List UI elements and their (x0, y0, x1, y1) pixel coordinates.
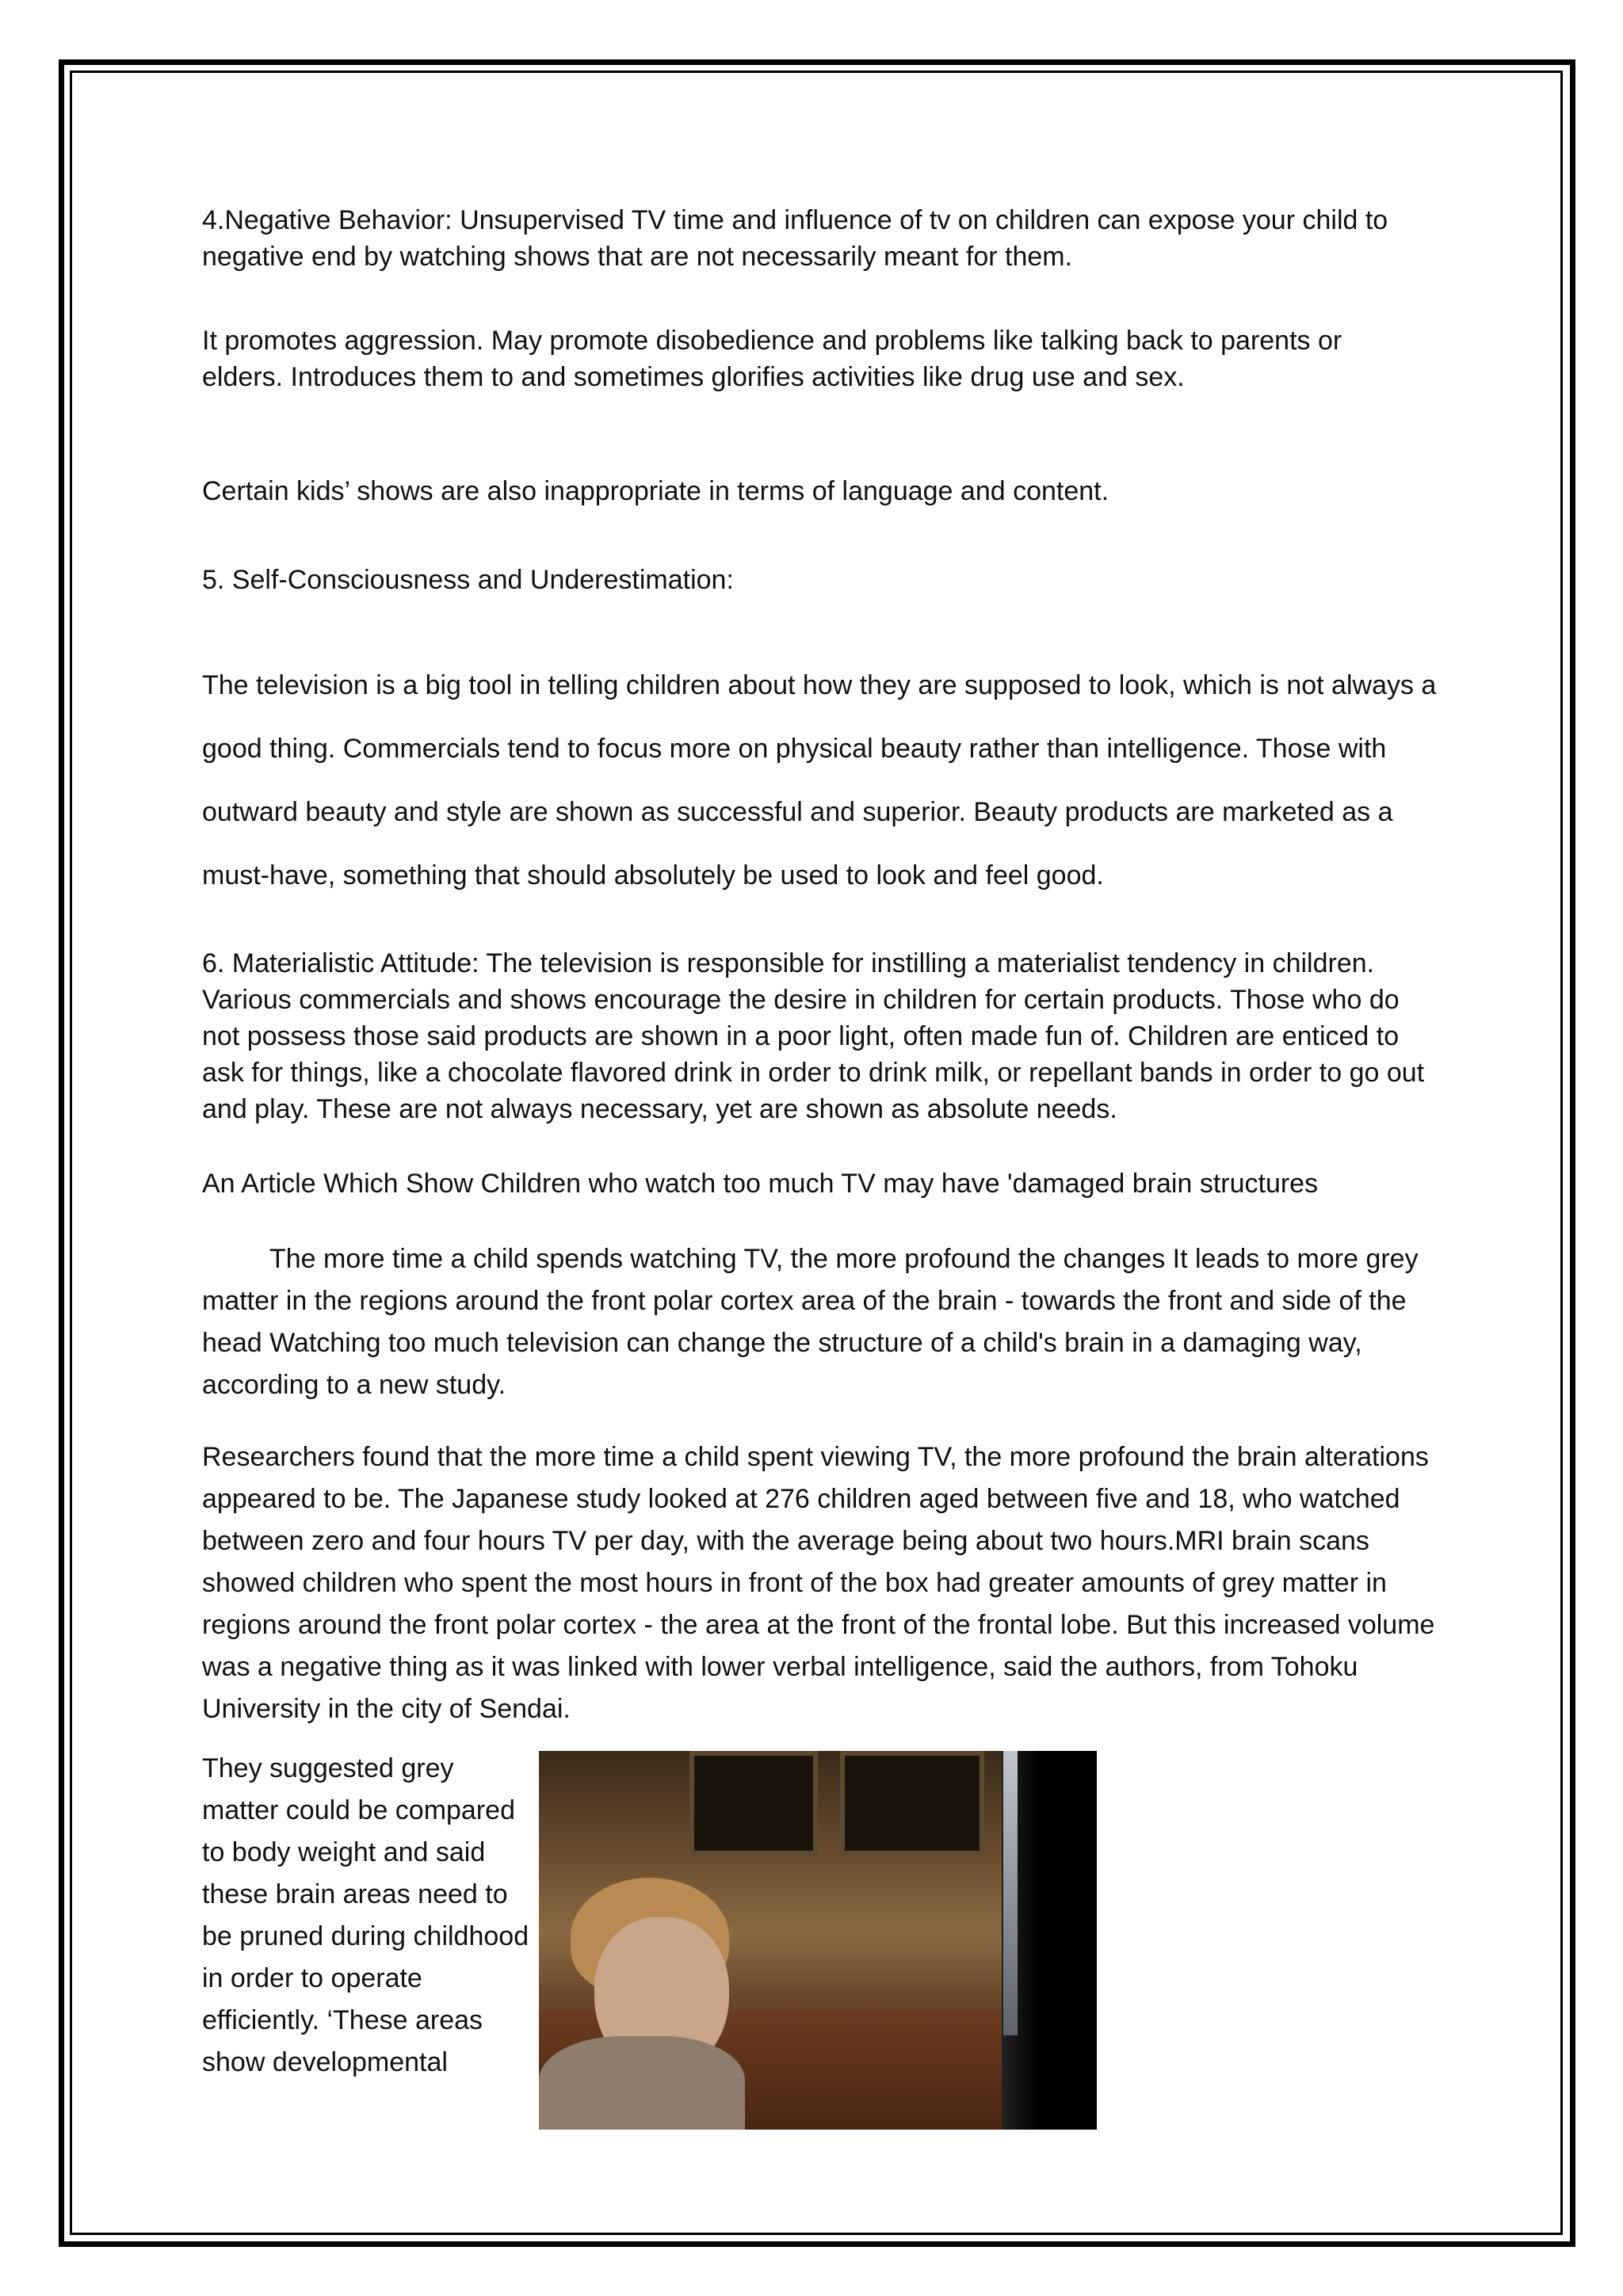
aggression-paragraph (202, 322, 1438, 395)
photo-window-left (689, 1751, 818, 1855)
beauty-paragraph: The television is a big tool in telling children about how they are supposed to look, which is not always a good thing. Commercials tend to focus more on physical beauty rather than intelligence. Those with outward beauty and style are shown as successful and superior. Beauty products are marketed as a must-have, something that should absolutely be used to look and feel good. (202, 670, 1437, 891)
article-heading: An Article Which Show Children who watch too much TV may have 'damaged brain structures (202, 1169, 1319, 1199)
negative-behavior-paragraph: 4.Negative Behavior: Unsupervised TV time and influence of tv on children can expose your child to negative end by watching shows that are not necessarily meant for them. (202, 205, 1388, 272)
materialistic-paragraph: 6. Materialistic Attitude: The television is responsible for instilling a materialist tendency in children. Various commercials and shows encourage the desire in children for certain products. Those who do not possess those said products are shown in a poor light, often made fun of. Children are enticed to ask for things, like a chocolate flavored drink in order to drink milk, or repellant bands in order to go out and play. These are not always necessary, yet are shown as absolute needs. (202, 948, 1425, 1124)
document-body (202, 202, 1438, 2130)
aggression-line-2: elders. Introduces them to and sometimes glorifies activities like drug use and sex. (202, 362, 1185, 392)
researchers-paragraph: Researchers found that the more time a child spent viewing TV, the more profound the brain alterations appeared to be. The Japanese study looked at 276 children aged between five and 18, who watched between zero and four hours TV per day, with the average being about two hours.MRI brain scans showed children who spent the most hours in front of the box had greater amounts of grey matter in regions around the front polar cortex - the area at the front of the frontal lobe. But this increased volume was a negative thing as it was linked with lower verbal intelligence, said the authors, from Tohoku University in the city of Sendai. (202, 1442, 1435, 1724)
brain-changes-text: The more time a child spends watching TV, the more profound the changes It leads to more grey matter in the regions around the front polar cortex area of the brain - towards the front and side of the head Watching too much television can change the structure of a child's brain in a damaging way, according to a new study. (202, 1244, 1419, 1400)
photo-child-body (539, 2036, 745, 2130)
grey-matter-paragraph: They suggested grey matter could be compared to body weight and said these brain areas need to be pruned during childhood in order to operate efficiently. ‘These areas show developmental (202, 1753, 529, 2077)
inappropriate-shows-paragraph: Certain kids’ shows are also inappropriate in terms of language and content. (202, 476, 1109, 506)
photo-window-right (840, 1751, 984, 1855)
text-image-row (202, 1751, 1438, 2130)
child-watching-tv-photo (539, 1751, 1097, 2130)
aggression-line-1: It promotes aggression. May promote disobedience and problems like talking back to parents or (202, 326, 1342, 356)
photo-tv-glow (1003, 1751, 1018, 2035)
self-consciousness-heading: 5. Self-Consciousness and Underestimation: (202, 565, 734, 595)
brain-changes-paragraph (202, 1238, 1438, 1406)
